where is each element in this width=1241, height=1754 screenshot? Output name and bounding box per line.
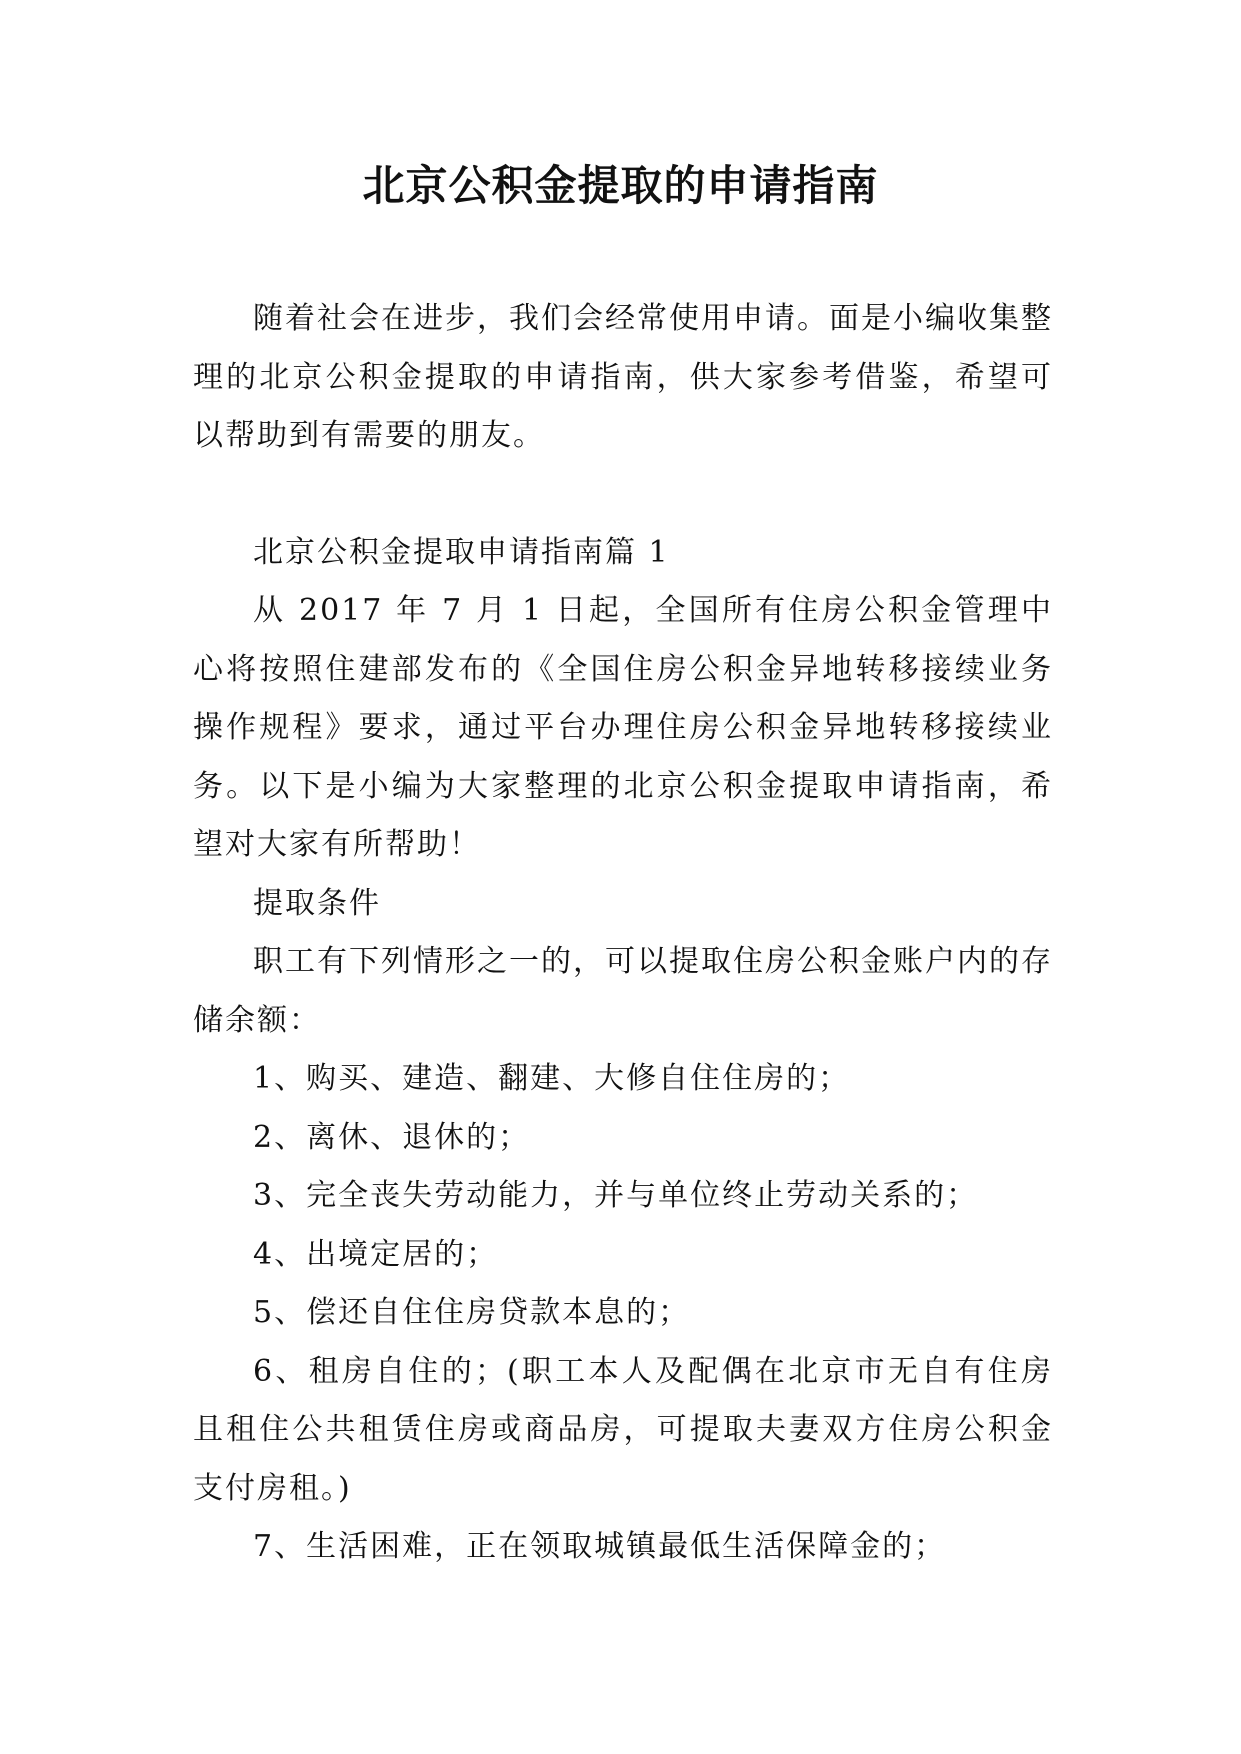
condition-item-7: 7、生活困难，正在领取城镇最低生活保障金的； xyxy=(253,1529,947,1564)
condition-item-4: 4、出境定居的； xyxy=(253,1236,499,1272)
condition-item-5: 5、偿还自住住房贷款本息的； xyxy=(253,1295,691,1330)
condition-item-6: 6、租房自住的；(职工本人及配偶在北京市无自有住房且租住公共租赁住房或商品房，可提取夫妻双方住房公积金支付房租。) xyxy=(193,1353,1053,1506)
conditions-heading: 提取条件 xyxy=(253,885,381,921)
paragraph-spacer xyxy=(193,466,1053,524)
section-heading: 北京公积金提取申请指南篇 1 xyxy=(253,534,670,570)
document-title: 北京公积金提取的申请指南 xyxy=(362,161,879,210)
condition-item-3: 3、完全丧失劳动能力，并与单位终止劳动关系的； xyxy=(253,1178,979,1213)
intro-paragraph: 随着社会在进步，我们会经常使用申请。面是小编收集整理的北京公积金提取的申请指南，供大家参考借鉴，希望可以帮助到有需要的朋友。 xyxy=(193,301,1053,453)
section-paragraph: 从 2017 年 7 月 1 日起，全国所有住房公积金管理中心将按照住建部发布的《全国住房公积金异地转移接续业务操作规程》要求，通过平台办理住房公积金异地转移接续业务。以下是小编为大家整理的北京公积金提取申请指南，希望对大家有所帮助！ xyxy=(193,593,1053,862)
conditions-intro: 职工有下列情形之一的，可以提取住房公积金账户内的存储余额： xyxy=(193,944,1053,1038)
document-body xyxy=(193,290,1053,1577)
condition-item-2: 2、离休、退休的； xyxy=(253,1119,531,1155)
condition-item-1: 1、购买、建造、翻建、大修自住住房的； xyxy=(253,1061,851,1096)
